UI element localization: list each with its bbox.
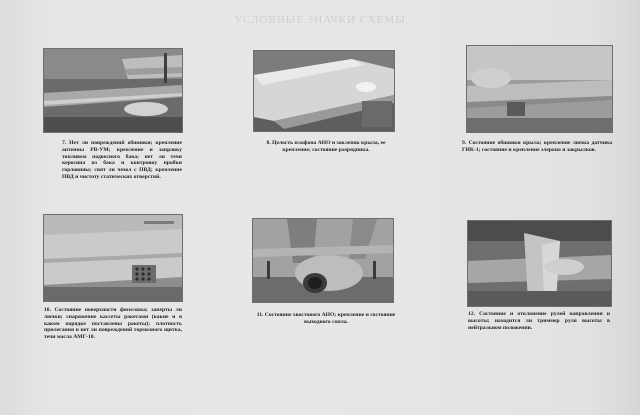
photo-wingtip-light — [254, 51, 394, 131]
photo-fuselage-rocket-cassette — [44, 215, 182, 301]
caption-9: 9. Состояние обшивки крыла; крепление лючка датчика ГИК-1; состояние и крепление элерона и закрылков. — [462, 140, 612, 153]
page-header: УСЛОВНЫЕ ЗНАЧКИ СХЕМЫ — [234, 14, 406, 26]
photo-rudder-elevator — [468, 221, 611, 306]
photo-tail-nozzle — [253, 219, 393, 302]
caption-10: 10. Состояние поверхности фюзеляжа; заперты ли лючки; снаряжение кассеты ракетами (какие и в каком порядке поставлены ракеты); плотность прилегания и нет ли повреждений тормозного щитка, течи масла АМГ-10. — [44, 307, 182, 341]
photo-wing-aileron — [467, 46, 612, 132]
caption-12: 12. Состояние и отклонение рулей направления и высоты; находится ли триммер руля высоты в нейтральном положении. — [468, 311, 610, 331]
caption-11: 11. Состояние хвостового АНО; крепление и состояние выходного сопла. — [256, 312, 396, 325]
caption-7: 7. Нет ли повреждений обшивки; крепление антенны РВ-УМ; крепление и заправку топливом подвесного бака; нет ли течи керосина из бака и контровку пробки горловины; снят ли чехол с ПВД; крепление ПВД и чистоту статических отверстий. — [62, 140, 182, 180]
caption-8: 8. Целость плафона АНО и заклепок крыла, ее крепление; состояние разрядника. — [266, 140, 386, 153]
photo-nose-fuel-tank — [44, 49, 182, 132]
